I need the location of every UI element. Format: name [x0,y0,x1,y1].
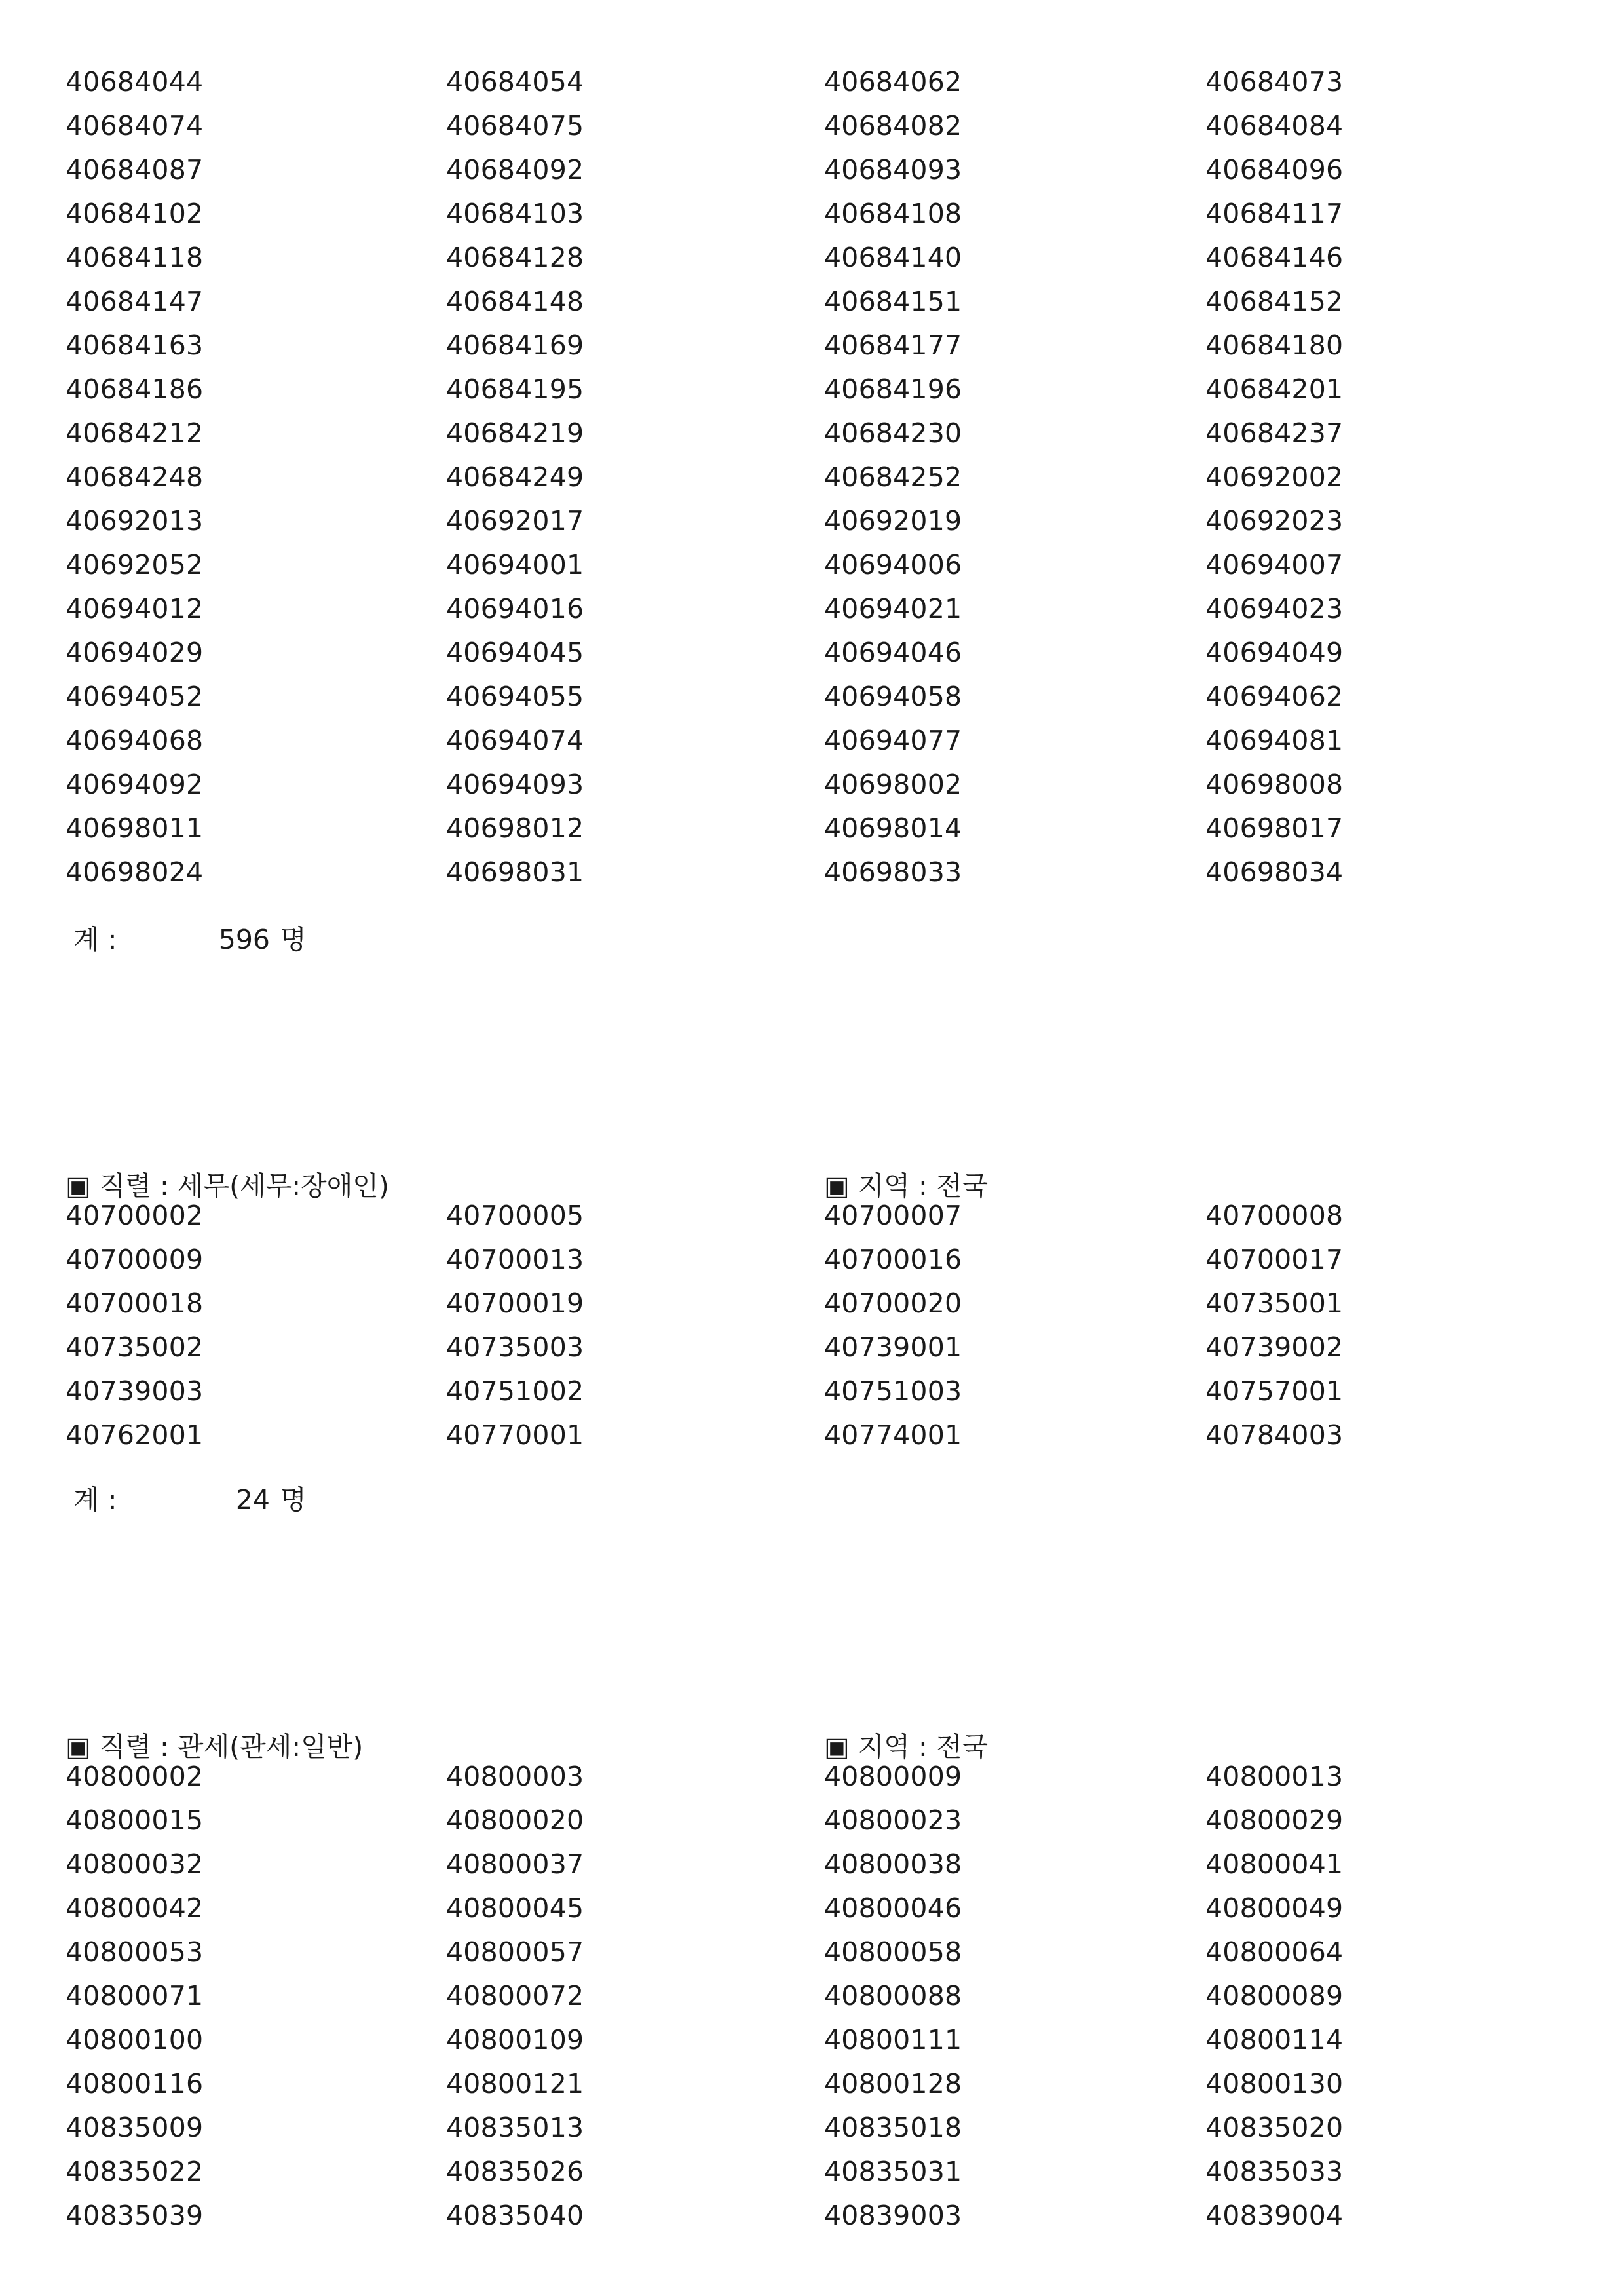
applicant-number: 40698031 [446,856,584,888]
applicant-number: 40684128 [446,242,584,273]
applicant-number: 40694092 [66,769,204,800]
applicant-number: 40684075 [446,110,584,142]
applicant-number: 40692002 [1205,461,1344,493]
applicant-number: 40800109 [446,2024,584,2056]
applicant-number: 40684249 [446,461,584,493]
applicant-number: 40774001 [824,1419,962,1451]
applicant-number: 40757001 [1205,1375,1344,1407]
applicant-number: 40800111 [824,2024,962,2056]
applicant-number: 40800049 [1205,1892,1344,1924]
applicant-number: 40800029 [1205,1805,1344,1836]
applicant-number: 40800023 [824,1805,962,1836]
applicant-number: 40735002 [66,1331,204,1363]
applicant-number: 40694023 [1205,593,1344,624]
applicant-number: 40735001 [1205,1288,1344,1319]
applicant-number: 40694058 [824,681,962,712]
applicant-number: 40684074 [66,110,204,142]
applicant-number: 40684103 [446,198,584,229]
applicant-number: 40800114 [1205,2024,1344,2056]
applicant-number: 40694077 [824,725,962,756]
applicant-number: 40835031 [824,2156,962,2187]
applicant-number: 40835040 [446,2200,584,2231]
applicant-number: 40684073 [1205,66,1344,98]
applicant-number: 40835022 [66,2156,204,2187]
applicant-number: 40694062 [1205,681,1344,712]
applicant-number: 40800002 [66,1761,204,1792]
applicant-number: 40692019 [824,505,962,537]
applicant-number: 40684196 [824,373,962,405]
applicant-number: 40684186 [66,373,204,405]
applicant-number: 40694006 [824,549,962,581]
applicant-number: 40800046 [824,1892,962,1924]
applicant-number: 40800088 [824,1980,962,2012]
applicant-number: 40835033 [1205,2156,1344,2187]
applicant-number: 40800042 [66,1892,204,1924]
applicant-number: 40694029 [66,637,204,668]
applicant-number: 40700009 [66,1244,204,1275]
applicant-number: 40694052 [66,681,204,712]
applicant-number: 40800071 [66,1980,204,2012]
applicant-number: 40800032 [66,1848,204,1880]
applicant-number: 40684237 [1205,417,1344,449]
applicant-number: 40800116 [66,2068,204,2099]
applicant-number: 40700020 [824,1288,962,1319]
applicant-number: 40684118 [66,242,204,273]
applicant-number: 40700013 [446,1244,584,1275]
applicant-number: 40800053 [66,1936,204,1968]
applicant-number: 40700017 [1205,1244,1344,1275]
total-label: 계 : [73,1484,117,1516]
applicant-number: 40762001 [66,1419,204,1451]
applicant-number: 40835026 [446,2156,584,2187]
applicant-number: 40684117 [1205,198,1344,229]
applicant-number: 40698011 [66,813,204,844]
series-heading: ▣ 직렬 : 관세(관세:일반) [66,1731,364,1763]
applicant-number: 40694007 [1205,549,1344,581]
applicant-number: 40839004 [1205,2200,1344,2231]
applicant-number: 40700016 [824,1244,962,1275]
applicant-number: 40835039 [66,2200,204,2231]
applicant-number: 40684146 [1205,242,1344,273]
applicant-number: 40694055 [446,681,584,712]
applicant-number: 40698014 [824,813,962,844]
applicant-number: 40800045 [446,1892,584,1924]
applicant-number: 40800128 [824,2068,962,2099]
applicant-number: 40694074 [446,725,584,756]
region-heading: ▣ 지역 : 전국 [824,1170,989,1202]
applicant-number: 40800037 [446,1848,584,1880]
applicant-number: 40735003 [446,1331,584,1363]
applicant-number: 40835020 [1205,2112,1344,2143]
applicant-number: 40684148 [446,286,584,317]
applicant-number: 40739002 [1205,1331,1344,1363]
applicant-number: 40835013 [446,2112,584,2143]
applicant-number: 40800057 [446,1936,584,1968]
applicant-number: 40684087 [66,154,204,185]
applicant-number: 40684230 [824,417,962,449]
total-count: 24 [235,1484,270,1516]
applicant-number: 40698024 [66,856,204,888]
applicant-number: 40684093 [824,154,962,185]
applicant-number: 40684082 [824,110,962,142]
applicant-number: 40684177 [824,330,962,361]
applicant-number: 40694093 [446,769,584,800]
applicant-number: 40700018 [66,1288,204,1319]
applicant-number: 40692017 [446,505,584,537]
applicant-number: 40684096 [1205,154,1344,185]
applicant-number: 40694049 [1205,637,1344,668]
applicant-number: 40694021 [824,593,962,624]
applicant-number: 40684062 [824,66,962,98]
applicant-number: 40694001 [446,549,584,581]
applicant-number: 40698012 [446,813,584,844]
applicant-number: 40684219 [446,417,584,449]
applicant-number: 40684147 [66,286,204,317]
applicant-number: 40684140 [824,242,962,273]
applicant-number: 40694012 [66,593,204,624]
applicant-number: 40684248 [66,461,204,493]
applicant-number: 40692013 [66,505,204,537]
applicant-number: 40694016 [446,593,584,624]
applicant-number: 40800064 [1205,1936,1344,1968]
applicant-number: 40684152 [1205,286,1344,317]
applicant-number: 40770001 [446,1419,584,1451]
applicant-number: 40698017 [1205,813,1344,844]
applicant-number: 40839003 [824,2200,962,2231]
applicant-number: 40684169 [446,330,584,361]
applicant-number: 40694081 [1205,725,1344,756]
applicant-number: 40700007 [824,1200,962,1231]
applicant-number: 40694046 [824,637,962,668]
applicant-number: 40800100 [66,2024,204,2056]
series-heading: ▣ 직렬 : 세무(세무:장애인) [66,1170,389,1202]
applicant-number: 40800020 [446,1805,584,1836]
applicant-number: 40700019 [446,1288,584,1319]
applicant-number: 40684195 [446,373,584,405]
applicant-number: 40800058 [824,1936,962,1968]
applicant-number: 40800015 [66,1805,204,1836]
applicant-number: 40700005 [446,1200,584,1231]
applicant-number: 40684212 [66,417,204,449]
applicant-number: 40692023 [1205,505,1344,537]
applicant-number: 40684180 [1205,330,1344,361]
applicant-number: 40700008 [1205,1200,1344,1231]
applicant-number: 40698008 [1205,769,1344,800]
applicant-number: 40700002 [66,1200,204,1231]
applicant-number: 40800130 [1205,2068,1344,2099]
total-row [73,1478,335,1522]
applicant-number: 40684201 [1205,373,1344,405]
applicant-number: 40800038 [824,1848,962,1880]
applicant-number: 40692052 [66,549,204,581]
applicant-number: 40751003 [824,1375,962,1407]
applicant-number: 40694045 [446,637,584,668]
total-unit: 명 [280,924,307,955]
applicant-number: 40684102 [66,198,204,229]
applicant-number: 40698034 [1205,856,1344,888]
total-row [73,918,335,962]
applicant-number: 40739003 [66,1375,204,1407]
applicant-number: 40800089 [1205,1980,1344,2012]
applicant-number: 40684108 [824,198,962,229]
applicant-number: 40784003 [1205,1419,1344,1451]
applicant-number: 40800121 [446,2068,584,2099]
applicant-number: 40684044 [66,66,204,98]
total-count: 596 [218,924,270,955]
applicant-number: 40698002 [824,769,962,800]
total-label: 계 : [73,924,117,955]
applicant-number: 40684084 [1205,110,1344,142]
applicant-number: 40694068 [66,725,204,756]
applicant-number: 40739001 [824,1331,962,1363]
applicant-number: 40800009 [824,1761,962,1792]
applicant-number: 40698033 [824,856,962,888]
applicant-number: 40800013 [1205,1761,1344,1792]
applicant-number: 40684151 [824,286,962,317]
region-heading: ▣ 지역 : 전국 [824,1731,989,1763]
applicant-number: 40800003 [446,1761,584,1792]
total-unit: 명 [280,1484,307,1516]
applicant-number: 40800041 [1205,1848,1344,1880]
applicant-number: 40684252 [824,461,962,493]
applicant-number: 40835018 [824,2112,962,2143]
applicant-number: 40800072 [446,1980,584,2012]
applicant-number: 40684092 [446,154,584,185]
applicant-number: 40684054 [446,66,584,98]
applicant-number: 40835009 [66,2112,204,2143]
applicant-number: 40684163 [66,330,204,361]
applicant-number: 40751002 [446,1375,584,1407]
